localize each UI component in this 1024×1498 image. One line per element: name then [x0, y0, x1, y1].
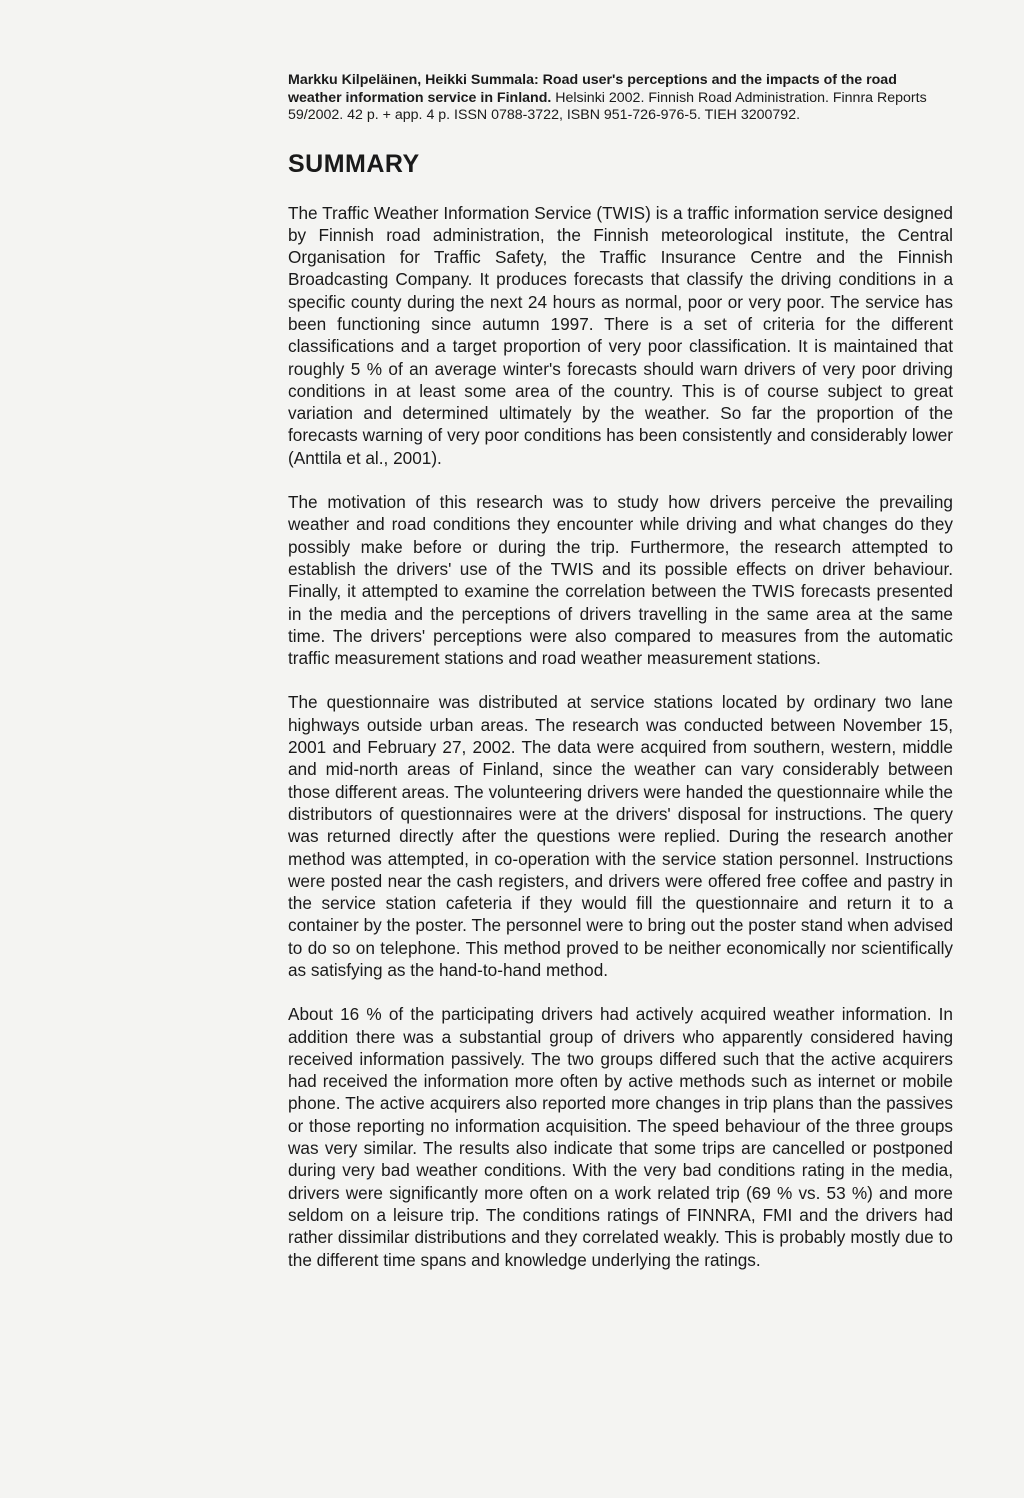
summary-paragraph-4: About 16 % of the participating drivers had actively acquired weather information. In addition there was a substantial group of drivers who apparently considered having received information passively. The two groups differed such that the active acquirers had received the information more often by active methods such as internet or mobile phone. The active acquirers also reported more changes in trip plans than the passives or those reporting no information acquisition. The speed behaviour of the three groups was very similar. The results also indicate that some trips are cancelled or postponed during very bad weather conditions. With the very bad conditions rating in the media, drivers were significantly more often on a work related trip (69 % vs. 53 %) and more seldom on a leisure trip. The conditions ratings of FINNRA, FMI and the drivers had rather dissimilar distributions and they correlated weakly. This is probably mostly due to the different time spans and knowledge underlying the ratings. [288, 1004, 953, 1270]
summary-heading: SUMMARY [288, 149, 420, 178]
citation-authors-title: Markku Kilpeläinen, Heikki Summala: Road user's perceptions and the impacts of the road weather information service in Finland. [288, 72, 897, 106]
citation-block [288, 72, 953, 125]
summary-paragraph-3: The questionnaire was distributed at service stations located by ordinary two lane highways outside urban areas. The research was conducted between November 15, 2001 and February 27, 2002. The data were acquired from southern, western, middle and mid-north areas of Finland, since the weather can vary considerably between those different areas. The volunteering drivers were handed the questionnaire while the distributors of questionnaires were at the drivers' disposal for instructions. The query was returned directly after the questions were replied. During the research another method was attempted, in co-operation with the service station personnel. Instructions were posted near the cash registers, and drivers were offered free coffee and pastry in the service station cafeteria if they would fill the questionnaire and return it to a container by the poster. The personnel were to bring out the poster stand when advised to do so on telephone. This method proved to be neither economically nor scientifically as satisfying as the hand-to-hand method. [288, 692, 953, 980]
page-content [288, 72, 953, 1271]
summary-paragraph-2: The motivation of this research was to study how drivers perceive the prevailing weather and road conditions they encounter while driving and what changes do they possibly make before or during the trip. Furthermore, the research attempted to establish the drivers' use of the TWIS and its possible effects on driver behaviour. Finally, it attempted to examine the correlation between the TWIS forecasts presented in the media and the perceptions of drivers travelling in the same area at the same time. The drivers' perceptions were also compared to measures from the automatic traffic measurement stations and road weather measurement stations. [288, 492, 953, 669]
summary-paragraph-1: The Traffic Weather Information Service (TWIS) is a traffic information service designed by Finnish road administration, the Finnish meteorological institute, the Central Organisation for Traffic Safety, the Traffic Insurance Centre and the Finnish Broadcasting Company. It produces forecasts that classify the driving conditions in a specific county during the next 24 hours as normal, poor or very poor. The service has been functioning since autumn 1997. There is a set of criteria for the different classifications and a target proportion of very poor classification. It is maintained that roughly 5 % of an average winter's forecasts should warn drivers of very poor driving conditions in at least some area of the country. This is of course subject to great variation and determined ultimately by the weather. So far the proportion of the forecasts warning of very poor conditions has been consistently and considerably lower (Anttila et al., 2001). [288, 202, 953, 468]
citation-publication: Helsinki 2002. Finnish Road Administration. Finnra Reports 59/2002. 42 p. + app. 4 p. ISSN 0788-3722, ISBN 951-726-976-5. TIEH 3200792. [288, 89, 927, 123]
